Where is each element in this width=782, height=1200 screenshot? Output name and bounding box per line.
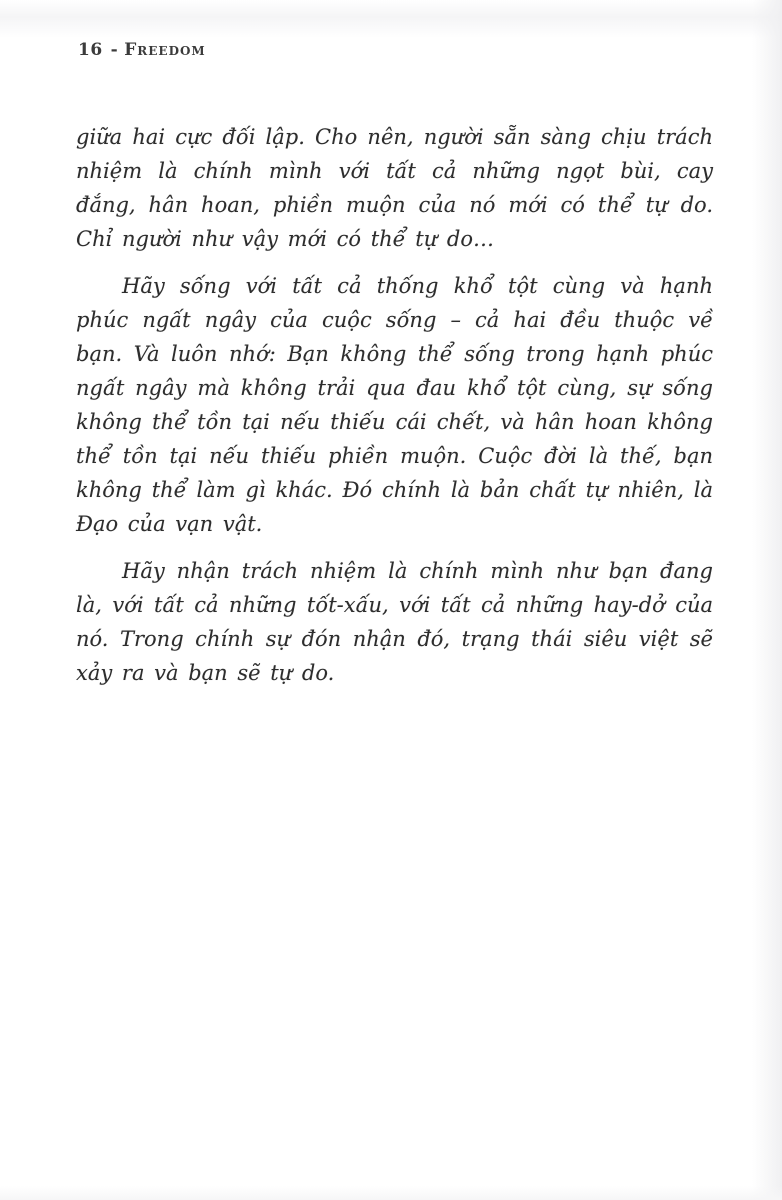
- page-body: [76, 120, 713, 703]
- scan-shadow-top: [0, 0, 782, 38]
- paragraph-continuation: giữa hai cực đối lập. Cho nên, người sẵn sàng chịu trách nhiệm là chính mình với tất cả những ngọt bùi, cay đắng, hân hoan, phiền muộn của nó mới có thể tự do. Chỉ người như vậy mới có thể tự do…: [76, 125, 713, 251]
- paragraph: Hãy sống với tất cả thống khổ tột cùng và hạnh phúc ngất ngây của cuộc sống – cả hai đều thuộc về bạn. Và luôn nhớ: Bạn không thể sống trong hạnh phúc ngất ngây mà không trải qua đau khổ tột cùng, sự sống không thể tồn tại nếu thiếu cái chết, và hân hoan không thể tồn tại nếu thiếu phiền muộn. Cuộc đời là thế, bạn không thể làm gì khác. Đó chính là bản chất tự nhiên, là Đạo của vạn vật.: [76, 274, 713, 536]
- running-header: [78, 40, 206, 60]
- page-number-label: 16: [78, 40, 103, 60]
- paragraph: Hãy nhận trách nhiệm là chính mình như bạn đang là, với tất cả những tốt-xấu, với tất cả những hay-dở của nó. Trong chính sự đón nhận đó, trạng thái siêu việt sẽ xảy ra và bạn sẽ tự do.: [76, 559, 713, 685]
- header-separator: -: [110, 40, 119, 60]
- scan-shadow-bottom: [0, 1186, 782, 1200]
- book-title-label: Freedom: [124, 40, 206, 60]
- scan-shadow-right: [752, 0, 782, 1200]
